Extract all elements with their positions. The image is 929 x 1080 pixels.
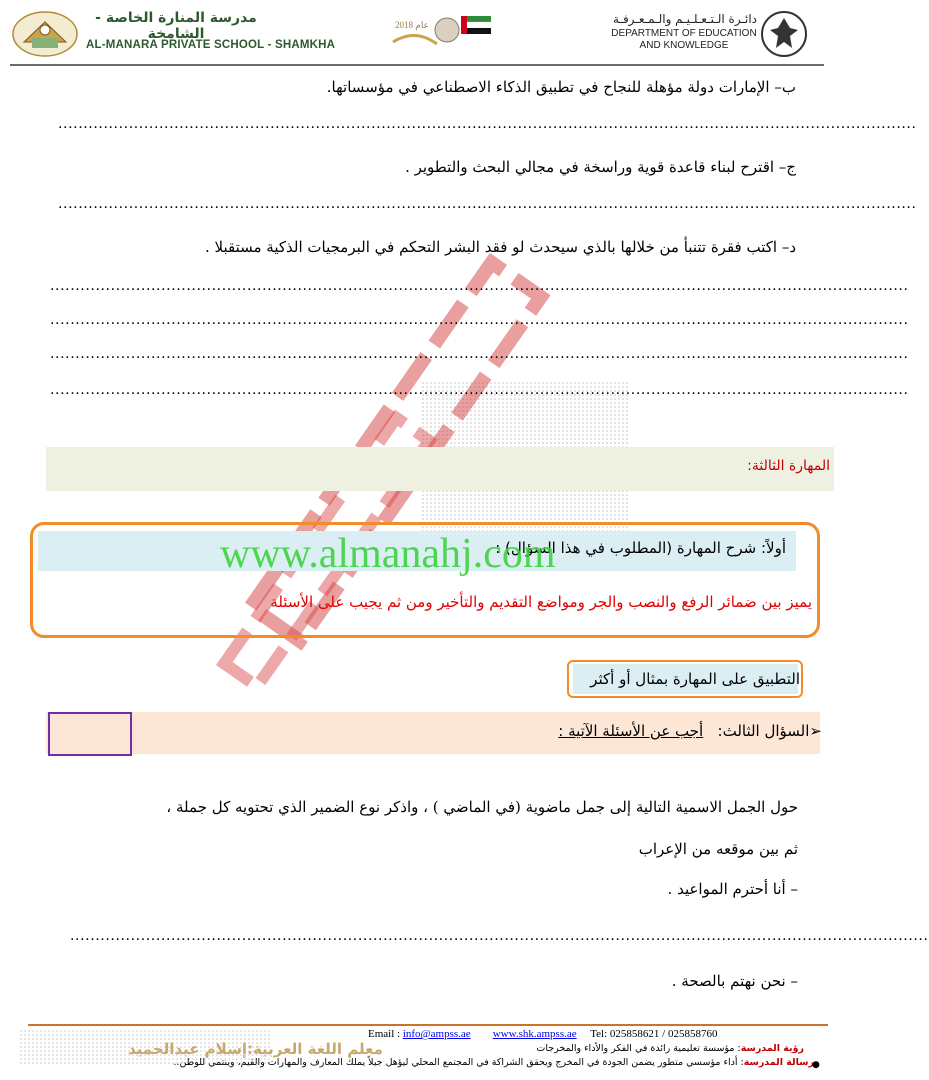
email-link[interactable]: info@ampss.ae bbox=[402, 1028, 471, 1040]
question-label: السؤال الثالث: bbox=[717, 722, 810, 740]
score-box bbox=[48, 712, 132, 756]
header-divider bbox=[10, 64, 824, 66]
skill-band bbox=[46, 447, 834, 491]
answer-line-item1: .......................................................................................................................................................................... bbox=[70, 928, 929, 944]
question-text: أجب عن الأسئلة الآتية : bbox=[558, 722, 704, 740]
answer-line-c: .......................................................................................................................................................................... bbox=[58, 196, 917, 212]
question-b: ب– الإمارات دولة مؤهلة للنجاح في تطبيق الذكاء الاصطناعي في مؤسساتها. bbox=[326, 78, 796, 96]
teacher-name: معلم اللغة العربية:إسلام عبدالحميد bbox=[128, 1040, 383, 1058]
task-item1: – أنا أحترم المواعيد . bbox=[667, 880, 798, 898]
answer-line-b: .......................................................................................................................................................................... bbox=[58, 116, 917, 132]
question-heading bbox=[558, 722, 822, 740]
footer-divider bbox=[28, 1024, 828, 1026]
year-logo-text: 2018 عام bbox=[395, 20, 429, 30]
school-name-ar: مدرسة المنارة الخاصة - الشامخة bbox=[95, 10, 257, 42]
task-item2: – نحن نهتم بالصحة . bbox=[671, 972, 798, 990]
task-line1: حول الجمل الاسمية التالية إلى جمل ماضوية (في الماضي ) ، واذكر نوع الضمير الذي تحتويه كل جملة ، bbox=[166, 798, 798, 816]
watermark-site: www.almanahj.com bbox=[220, 531, 556, 577]
explain-label: أولاً: شرح المهارة (المطلوب في هذا السؤال) : bbox=[495, 539, 786, 557]
task-line2: ثم بين موقعه من الإعراب bbox=[638, 840, 798, 858]
dept-name-en: DEPARTMENT OF EDUCATION AND KNOWLEDGE bbox=[611, 28, 757, 51]
question-d: د– اكتب فقرة تتنبأ من خلالها بالذي سيحدث لو فقد البشر التحكم في البرمجيات الذكية مستقبلا . bbox=[204, 238, 796, 256]
answer-line-d2: .......................................................................................................................................................................... bbox=[50, 312, 909, 328]
bullet-icon: ● bbox=[812, 1060, 820, 1070]
answer-line-d1: .......................................................................................................................................................................... bbox=[50, 278, 909, 294]
answer-line-d3: .......................................................................................................................................................................... bbox=[50, 346, 909, 362]
school-vision: رؤية المدرسة: مؤسسة تعليمية رائدة في الفكر والأداء والمخرجات bbox=[536, 1043, 804, 1054]
dept-name-ar: دائـرة الـتـعـلـيـم والـمـعـرفـة bbox=[613, 12, 757, 26]
website-link[interactable]: www.shk.ampss.ae bbox=[492, 1028, 577, 1040]
footer-contact: Email : info@ampss.ae www.shk.ampss.ae Tel: 025858621 / 025858760 bbox=[368, 1028, 718, 1040]
year-of-zayed-logo bbox=[385, 8, 495, 56]
question-c: ج– اقترح لبناء قاعدة قوية وراسخة في مجالي البحث والتطوير . bbox=[405, 158, 796, 176]
school-name-en: AL-MANARA PRIVATE SCHOOL - SHAMKHA bbox=[86, 39, 336, 51]
skill-title: المهارة الثالثة: bbox=[747, 458, 830, 474]
arrow-bullet-icon: ➢ bbox=[809, 722, 822, 740]
apply-label: التطبيق على المهارة بمثال أو أكثر bbox=[590, 670, 800, 688]
school-mission: رسالة المدرسة: أداء مؤسسي متطور يضمن الجودة في المخرج ويحقق الشراكة في المجتمع المحلي ليؤهل جيلاً يملك المعارف والمهارات والقيم، وينتمي للوطن.. bbox=[173, 1057, 814, 1068]
explain-text: يميز بين ضمائر الرفع والنصب والجر ومواضع التقديم والتأخير ومن ثم يجيب على الأسئلة bbox=[270, 593, 812, 611]
school-logo bbox=[10, 8, 80, 58]
answer-line-d4: .......................................................................................................................................................................... bbox=[50, 382, 909, 398]
dept-falcon-emblem bbox=[760, 10, 808, 58]
